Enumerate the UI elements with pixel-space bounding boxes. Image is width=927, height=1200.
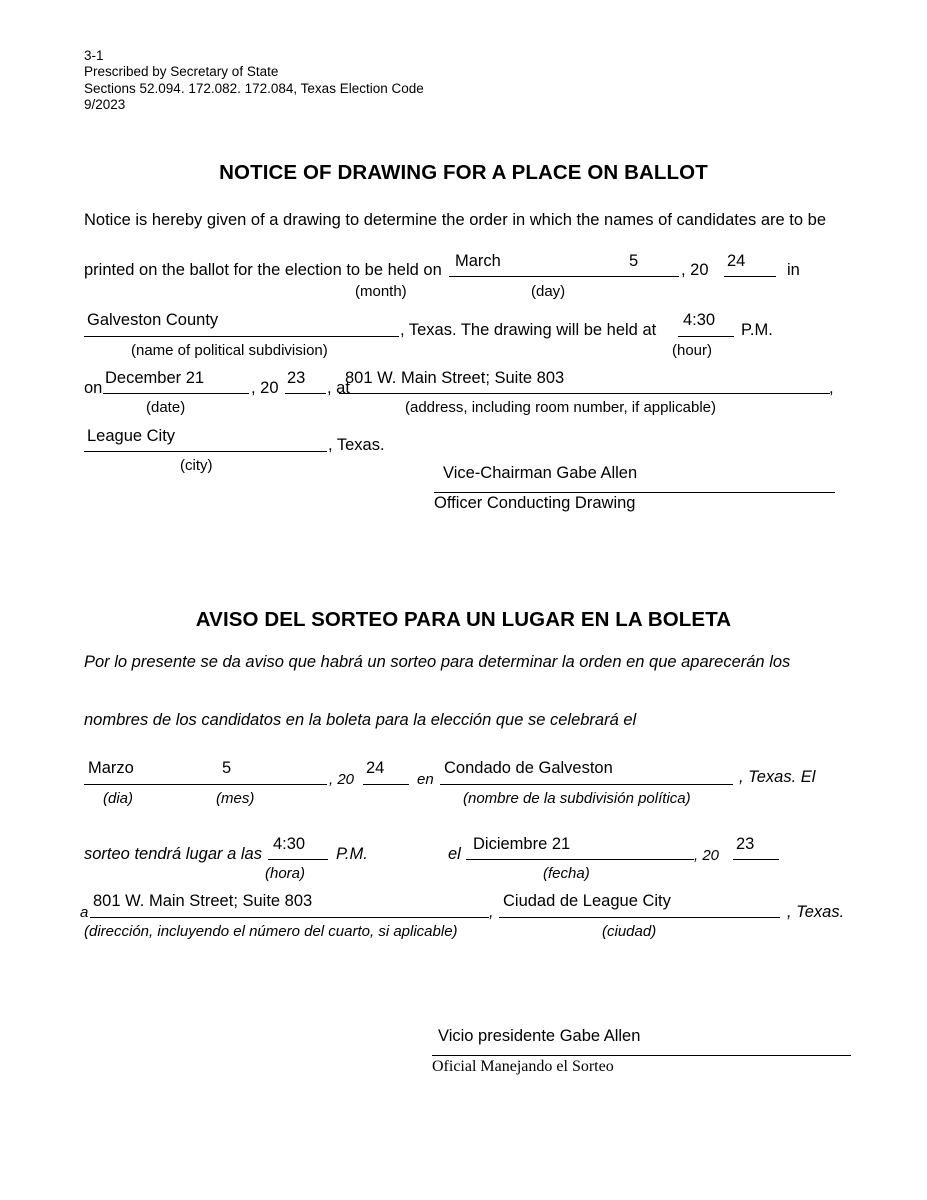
english-date-value[interactable]: December 21 xyxy=(105,369,205,387)
spanish-ciudad-label: (ciudad) xyxy=(602,923,657,940)
english-city-value[interactable]: League City xyxy=(87,427,176,445)
spanish-el-text: el xyxy=(448,845,461,863)
spanish-hour-rule xyxy=(268,859,328,860)
spanish-address-label: (dirección, incluyendo el número del cuarto, si aplicable) xyxy=(84,923,458,940)
english-address-rule xyxy=(339,393,830,394)
english-month-label: (month) xyxy=(355,283,407,300)
english-comma-at-text: , at xyxy=(327,379,350,397)
english-texas-drawing-text: , Texas. The drawing will be held at xyxy=(400,321,657,339)
english-day-value[interactable]: 5 xyxy=(629,252,639,270)
english-signature-name[interactable]: Vice-Chairman Gabe Allen xyxy=(443,464,638,482)
spanish-mes-label: (mes) xyxy=(216,790,255,807)
spanish-title: AVISO DEL SORTEO PARA UN LUGAR EN LA BOLETA xyxy=(195,608,732,631)
spanish-hora-label: (hora) xyxy=(265,865,306,882)
english-month-day-rule xyxy=(449,276,679,277)
spanish-date-rule xyxy=(466,859,694,860)
english-date-rule xyxy=(103,393,249,394)
spanish-hour-value[interactable]: 4:30 xyxy=(273,835,306,853)
spanish-date-value[interactable]: Diciembre 21 xyxy=(473,835,571,853)
english-signature-rule xyxy=(434,492,835,493)
english-pm-text: P.M. xyxy=(741,321,773,339)
english-signature-title: Officer Conducting Drawing xyxy=(434,494,636,512)
english-texas-period-text: , Texas. xyxy=(328,436,385,454)
prescribed-by: Prescribed by Secretary of State xyxy=(84,64,279,80)
spanish-day-value[interactable]: 5 xyxy=(222,759,232,777)
english-comma-20-b: , 20 xyxy=(251,379,279,397)
spanish-subdivision-label: (nombre de la subdivisión política) xyxy=(463,790,691,807)
english-title: NOTICE OF DRAWING FOR A PLACE ON BALLOT xyxy=(219,161,708,184)
spanish-year2-rule xyxy=(733,859,779,860)
spanish-comma-20: , 20 xyxy=(329,771,355,788)
revision-date: 9/2023 xyxy=(84,96,126,112)
statute-citation: Sections 52.094. 172.082. 172.084, Texas Election Code xyxy=(84,80,424,96)
spanish-year-value[interactable]: 24 xyxy=(366,759,385,777)
form-number: 3-1 xyxy=(84,48,104,63)
english-intro-line-1: Notice is hereby given of a drawing to determine the order in which the names of candidates are to be xyxy=(84,211,827,229)
english-day-label: (day) xyxy=(531,283,566,300)
spanish-signature-title: Oficial Manejando el Sorteo xyxy=(432,1058,614,1075)
english-year2-value[interactable]: 23 xyxy=(287,369,306,387)
spanish-intro-line-2: nombres de los candidatos en la boleta para la elección que se celebrará el xyxy=(84,711,637,729)
english-subdivision-rule xyxy=(84,336,399,337)
form-header xyxy=(84,48,424,113)
english-month-value[interactable]: March xyxy=(455,252,501,270)
english-text-in: in xyxy=(787,261,800,279)
spanish-year2-value[interactable]: 23 xyxy=(736,835,755,853)
english-comma-20: , 20 xyxy=(681,261,709,279)
spanish-month-day-rule xyxy=(84,784,327,785)
spanish-address-value[interactable]: 801 W. Main Street; Suite 803 xyxy=(93,892,313,910)
spanish-city-value[interactable]: Ciudad de League City xyxy=(503,892,671,910)
english-hour-label: (hour) xyxy=(672,342,713,359)
english-city-rule xyxy=(84,451,327,452)
spanish-signature-rule xyxy=(432,1055,851,1056)
spanish-sorteo-text: sorteo tendrá lugar a las xyxy=(84,845,262,863)
english-address-value[interactable]: 801 W. Main Street; Suite 803 xyxy=(345,369,565,387)
english-subdivision-value[interactable]: Galveston County xyxy=(87,311,219,329)
english-year2-rule xyxy=(285,393,326,394)
spanish-en-text: en xyxy=(417,771,434,788)
spanish-comma-20-b: , 20 xyxy=(694,847,720,864)
spanish-a-text: a xyxy=(80,904,89,921)
english-hour-rule xyxy=(678,336,734,337)
spanish-intro-line-1: Por lo presente se da aviso que habrá un sorteo para determinar la orden en que aparecerán los xyxy=(84,653,791,671)
english-address-label: (address, including room number, if applicable) xyxy=(405,399,716,416)
spanish-city-rule xyxy=(499,917,780,918)
spanish-subdivision-value[interactable]: Condado de Galveston xyxy=(444,759,613,777)
english-date-label: (date) xyxy=(146,399,186,416)
english-on-text: on xyxy=(84,379,103,397)
spanish-texas-period-text: , Texas. xyxy=(787,903,845,921)
english-address-trailing-comma: , xyxy=(829,379,834,397)
spanish-subdivision-rule xyxy=(440,784,733,785)
english-year-value[interactable]: 24 xyxy=(727,252,746,270)
spanish-month-value[interactable]: Marzo xyxy=(88,759,134,777)
spanish-texas-el-text: , Texas. El xyxy=(739,768,816,786)
english-intro-line-2: printed on the ballot for the election to be held on xyxy=(84,261,442,279)
spanish-signature-name[interactable]: Vicio presidente Gabe Allen xyxy=(438,1027,641,1045)
spanish-year-rule xyxy=(363,784,409,785)
english-city-label: (city) xyxy=(180,457,213,474)
english-subdivision-label: (name of political subdivision) xyxy=(131,342,328,359)
english-year-rule xyxy=(724,276,776,277)
spanish-address-trailing-comma: , xyxy=(489,903,494,921)
english-hour-value[interactable]: 4:30 xyxy=(683,311,716,329)
spanish-fecha-label: (fecha) xyxy=(543,865,590,882)
spanish-dia-label: (dia) xyxy=(103,790,134,807)
spanish-pm-text: P.M. xyxy=(336,845,368,863)
spanish-address-rule xyxy=(90,917,489,918)
